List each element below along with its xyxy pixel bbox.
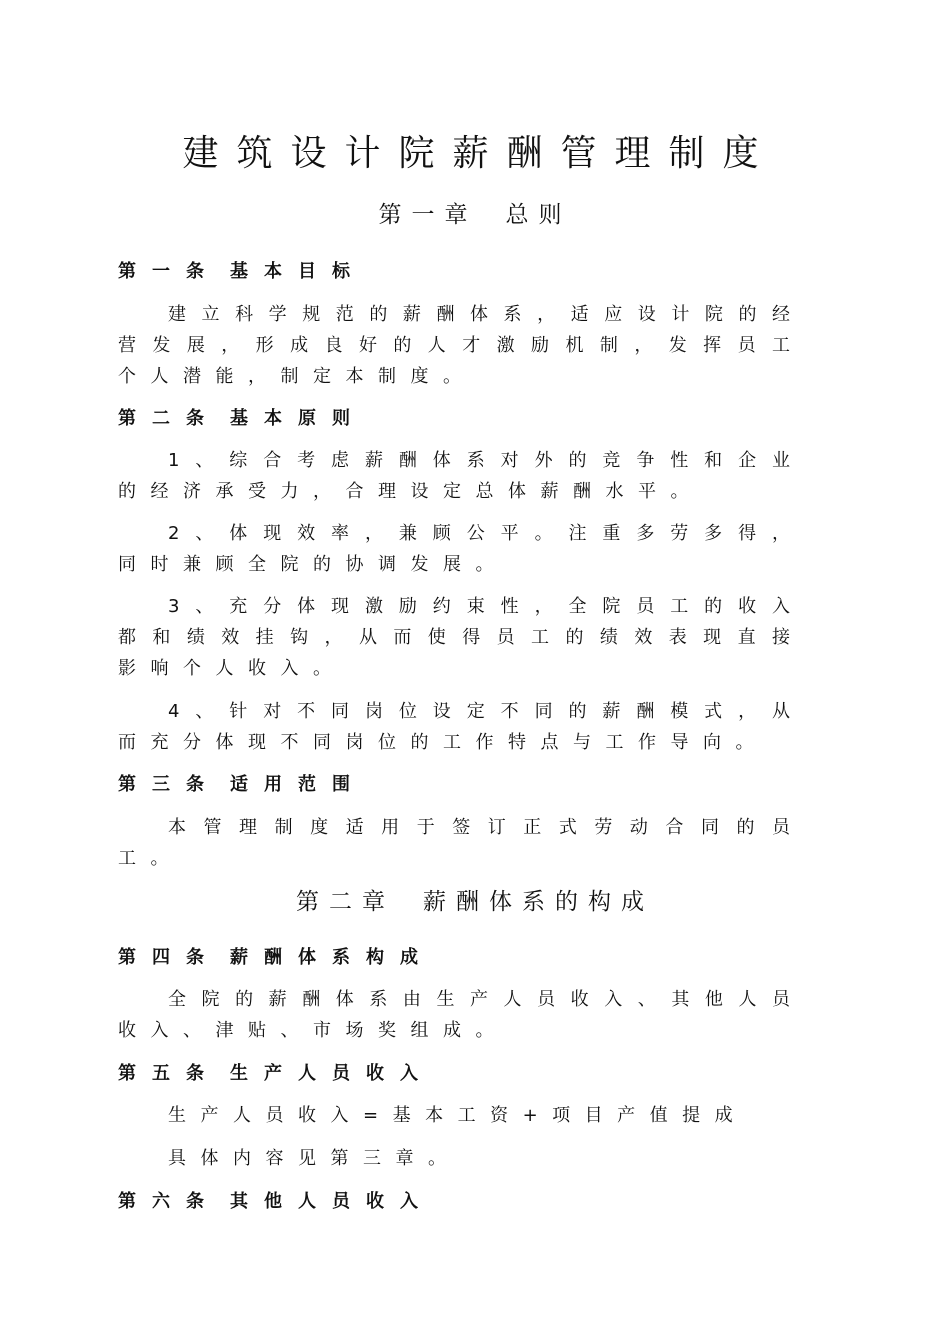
- paragraph-line: 的经济承受力，合理设定总体薪酬水平。: [118, 481, 703, 502]
- article-heading-4: [118, 949, 434, 967]
- chapter-number: 第二章: [296, 889, 395, 915]
- paragraph-line: 建立科学规范的薪酬体系，适应设计院的经: [168, 304, 790, 325]
- article-title: 生产人员收入: [230, 1063, 434, 1084]
- paragraph-line: 4、针对不同岗位设定不同的薪酬模式，从: [168, 701, 790, 722]
- paragraph-line: 收入、津贴、市场奖组成。: [118, 1020, 508, 1041]
- article-heading-5: [118, 1065, 434, 1083]
- article-number: 第四条: [118, 947, 220, 968]
- paragraph-line: 同时兼顾全院的协调发展。: [118, 554, 508, 575]
- article-heading-6: [118, 1193, 434, 1211]
- paragraph-line: 本管理制度适用于签订正式劳动合同的员: [168, 817, 790, 838]
- article-title: 适用范围: [230, 774, 366, 795]
- article-title: 其他人员收入: [230, 1191, 434, 1212]
- article-heading-1: [118, 263, 366, 281]
- article-title: 基本目标: [230, 261, 366, 282]
- paragraph-line: 影响个人收入。: [118, 658, 346, 679]
- chapter-number: 第一章: [378, 202, 478, 228]
- paragraph-line: 个人潜能，制定本制度。: [118, 366, 476, 387]
- article-number: 第六条: [118, 1191, 220, 1212]
- article-number: 第三条: [118, 774, 220, 795]
- article-heading-3: [118, 776, 366, 794]
- paragraph-line: 营发展，形成良好的人才激励机制，发挥员工: [118, 335, 790, 356]
- paragraph-line: 都和绩效挂钩，从而使得员工的绩效表现直接: [118, 627, 790, 648]
- paragraph-line: 生产人员收入=基本工资+项目产值提成: [168, 1105, 748, 1126]
- article-heading-2: [118, 410, 366, 428]
- article-number: 第二条: [118, 408, 220, 429]
- paragraph-line: 全院的薪酬体系由生产人员收入、其他人员: [168, 989, 790, 1010]
- paragraph-line: 具体内容见第三章。: [168, 1148, 461, 1169]
- paragraph-line: 而充分体现不同岗位的工作特点与工作导向。: [118, 732, 768, 753]
- chapter-title: 薪酬体系的构成: [423, 889, 654, 915]
- article-title: 薪酬体系构成: [230, 947, 434, 968]
- chapter-title: 总则: [505, 202, 572, 228]
- paragraph-line: 3、充分体现激励约束性，全院员工的收入: [168, 596, 790, 617]
- paragraph-line: 工。: [118, 848, 183, 869]
- paragraph-line: 2、体现效率，兼顾公平。注重多劳多得，: [168, 523, 790, 544]
- document-title: 建筑设计院薪酬管理制度: [182, 133, 777, 174]
- chapter-heading-2: [0, 891, 950, 914]
- paragraph-line: 1、综合考虑薪酬体系对外的竞争性和企业: [168, 450, 790, 471]
- article-number: 第五条: [118, 1063, 220, 1084]
- article-title: 基本原则: [230, 408, 366, 429]
- article-number: 第一条: [118, 261, 220, 282]
- chapter-heading-1: [0, 204, 950, 227]
